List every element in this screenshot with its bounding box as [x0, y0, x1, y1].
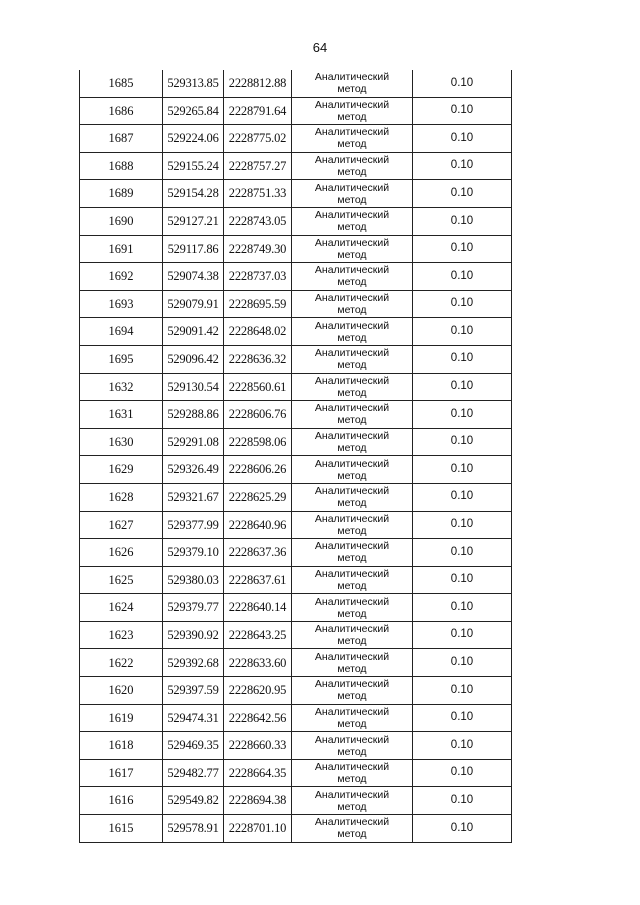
point-number-cell: 1626 [80, 539, 163, 567]
x-coordinate-cell: 529326.49 [163, 456, 224, 484]
method-cell: Аналитический метод [292, 566, 413, 594]
x-coordinate-cell: 529155.24 [163, 152, 224, 180]
y-coordinate-cell: 2228694.38 [224, 787, 292, 815]
y-coordinate-cell: 2228749.30 [224, 235, 292, 263]
table-row [80, 401, 512, 429]
method-cell: Аналитический метод [292, 759, 413, 787]
table-row [80, 539, 512, 567]
x-coordinate-cell: 529265.84 [163, 97, 224, 125]
accuracy-cell: 0.10 [413, 456, 512, 484]
table-row [80, 207, 512, 235]
x-coordinate-cell: 529313.85 [163, 70, 224, 97]
point-number-cell: 1693 [80, 290, 163, 318]
y-coordinate-cell: 2228560.61 [224, 373, 292, 401]
y-coordinate-cell: 2228620.95 [224, 677, 292, 705]
method-cell: Аналитический метод [292, 483, 413, 511]
y-coordinate-cell: 2228751.33 [224, 180, 292, 208]
point-number-cell: 1695 [80, 345, 163, 373]
table-row [80, 290, 512, 318]
method-cell: Аналитический метод [292, 677, 413, 705]
method-cell: Аналитический метод [292, 787, 413, 815]
y-coordinate-cell: 2228636.32 [224, 345, 292, 373]
accuracy-cell: 0.10 [413, 207, 512, 235]
x-coordinate-cell: 529224.06 [163, 125, 224, 153]
x-coordinate-cell: 529096.42 [163, 345, 224, 373]
y-coordinate-cell: 2228695.59 [224, 290, 292, 318]
method-cell: Аналитический метод [292, 345, 413, 373]
x-coordinate-cell: 529377.99 [163, 511, 224, 539]
y-coordinate-cell: 2228757.27 [224, 152, 292, 180]
table-row [80, 677, 512, 705]
y-coordinate-cell: 2228637.61 [224, 566, 292, 594]
method-cell: Аналитический метод [292, 704, 413, 732]
y-coordinate-cell: 2228640.14 [224, 594, 292, 622]
table-row [80, 759, 512, 787]
accuracy-cell: 0.10 [413, 345, 512, 373]
y-coordinate-cell: 2228812.88 [224, 70, 292, 97]
accuracy-cell: 0.10 [413, 70, 512, 97]
y-coordinate-cell: 2228640.96 [224, 511, 292, 539]
accuracy-cell: 0.10 [413, 539, 512, 567]
method-cell: Аналитический метод [292, 428, 413, 456]
method-cell: Аналитический метод [292, 621, 413, 649]
y-coordinate-cell: 2228743.05 [224, 207, 292, 235]
x-coordinate-cell: 529578.91 [163, 815, 224, 843]
accuracy-cell: 0.10 [413, 621, 512, 649]
x-coordinate-cell: 529392.68 [163, 649, 224, 677]
point-number-cell: 1691 [80, 235, 163, 263]
accuracy-cell: 0.10 [413, 815, 512, 843]
y-coordinate-cell: 2228660.33 [224, 732, 292, 760]
point-number-cell: 1694 [80, 318, 163, 346]
table-row [80, 704, 512, 732]
y-coordinate-cell: 2228737.03 [224, 263, 292, 291]
point-number-cell: 1692 [80, 263, 163, 291]
x-coordinate-cell: 529074.38 [163, 263, 224, 291]
table-row [80, 428, 512, 456]
method-cell: Аналитический метод [292, 815, 413, 843]
table-row [80, 70, 512, 97]
accuracy-cell: 0.10 [413, 732, 512, 760]
point-number-cell: 1622 [80, 649, 163, 677]
table-row [80, 815, 512, 843]
point-number-cell: 1689 [80, 180, 163, 208]
accuracy-cell: 0.10 [413, 566, 512, 594]
table-row [80, 566, 512, 594]
page-number: 64 [312, 40, 328, 55]
point-number-cell: 1690 [80, 207, 163, 235]
accuracy-cell: 0.10 [413, 235, 512, 263]
method-cell: Аналитический метод [292, 732, 413, 760]
table-row [80, 125, 512, 153]
method-cell: Аналитический метод [292, 511, 413, 539]
accuracy-cell: 0.10 [413, 263, 512, 291]
point-number-cell: 1625 [80, 566, 163, 594]
point-number-cell: 1631 [80, 401, 163, 429]
x-coordinate-cell: 529379.10 [163, 539, 224, 567]
accuracy-cell: 0.10 [413, 759, 512, 787]
accuracy-cell: 0.10 [413, 318, 512, 346]
point-number-cell: 1686 [80, 97, 163, 125]
x-coordinate-cell: 529390.92 [163, 621, 224, 649]
table-row [80, 180, 512, 208]
table-row [80, 97, 512, 125]
x-coordinate-cell: 529130.54 [163, 373, 224, 401]
method-cell: Аналитический метод [292, 180, 413, 208]
y-coordinate-cell: 2228625.29 [224, 483, 292, 511]
table-row [80, 621, 512, 649]
x-coordinate-cell: 529474.31 [163, 704, 224, 732]
accuracy-cell: 0.10 [413, 152, 512, 180]
method-cell: Аналитический метод [292, 70, 413, 97]
accuracy-cell: 0.10 [413, 787, 512, 815]
table-row [80, 649, 512, 677]
point-number-cell: 1688 [80, 152, 163, 180]
point-number-cell: 1628 [80, 483, 163, 511]
x-coordinate-cell: 529154.28 [163, 180, 224, 208]
x-coordinate-cell: 529397.59 [163, 677, 224, 705]
table-row [80, 373, 512, 401]
x-coordinate-cell: 529379.77 [163, 594, 224, 622]
point-number-cell: 1616 [80, 787, 163, 815]
point-number-cell: 1619 [80, 704, 163, 732]
y-coordinate-cell: 2228701.10 [224, 815, 292, 843]
point-number-cell: 1615 [80, 815, 163, 843]
method-cell: Аналитический метод [292, 649, 413, 677]
method-cell: Аналитический метод [292, 152, 413, 180]
method-cell: Аналитический метод [292, 318, 413, 346]
x-coordinate-cell: 529380.03 [163, 566, 224, 594]
coordinates-table [79, 70, 512, 843]
x-coordinate-cell: 529291.08 [163, 428, 224, 456]
method-cell: Аналитический метод [292, 235, 413, 263]
y-coordinate-cell: 2228643.25 [224, 621, 292, 649]
method-cell: Аналитический метод [292, 456, 413, 484]
coordinates-table-body [80, 70, 512, 842]
table-row [80, 511, 512, 539]
x-coordinate-cell: 529482.77 [163, 759, 224, 787]
y-coordinate-cell: 2228664.35 [224, 759, 292, 787]
x-coordinate-cell: 529469.35 [163, 732, 224, 760]
method-cell: Аналитический метод [292, 207, 413, 235]
point-number-cell: 1624 [80, 594, 163, 622]
y-coordinate-cell: 2228648.02 [224, 318, 292, 346]
accuracy-cell: 0.10 [413, 401, 512, 429]
point-number-cell: 1687 [80, 125, 163, 153]
table-row [80, 263, 512, 291]
point-number-cell: 1618 [80, 732, 163, 760]
accuracy-cell: 0.10 [413, 97, 512, 125]
table-row [80, 235, 512, 263]
accuracy-cell: 0.10 [413, 704, 512, 732]
y-coordinate-cell: 2228791.64 [224, 97, 292, 125]
accuracy-cell: 0.10 [413, 373, 512, 401]
point-number-cell: 1685 [80, 70, 163, 97]
table-row [80, 732, 512, 760]
y-coordinate-cell: 2228642.56 [224, 704, 292, 732]
method-cell: Аналитический метод [292, 401, 413, 429]
y-coordinate-cell: 2228633.60 [224, 649, 292, 677]
table-row [80, 345, 512, 373]
y-coordinate-cell: 2228598.06 [224, 428, 292, 456]
point-number-cell: 1630 [80, 428, 163, 456]
accuracy-cell: 0.10 [413, 180, 512, 208]
method-cell: Аналитический метод [292, 373, 413, 401]
method-cell: Аналитический метод [292, 594, 413, 622]
x-coordinate-cell: 529117.86 [163, 235, 224, 263]
point-number-cell: 1632 [80, 373, 163, 401]
accuracy-cell: 0.10 [413, 594, 512, 622]
table-row [80, 483, 512, 511]
accuracy-cell: 0.10 [413, 125, 512, 153]
table-row [80, 787, 512, 815]
accuracy-cell: 0.10 [413, 677, 512, 705]
x-coordinate-cell: 529549.82 [163, 787, 224, 815]
method-cell: Аналитический метод [292, 290, 413, 318]
method-cell: Аналитический метод [292, 125, 413, 153]
table-row [80, 456, 512, 484]
point-number-cell: 1627 [80, 511, 163, 539]
table-row [80, 318, 512, 346]
x-coordinate-cell: 529127.21 [163, 207, 224, 235]
accuracy-cell: 0.10 [413, 483, 512, 511]
y-coordinate-cell: 2228606.26 [224, 456, 292, 484]
y-coordinate-cell: 2228637.36 [224, 539, 292, 567]
method-cell: Аналитический метод [292, 539, 413, 567]
x-coordinate-cell: 529091.42 [163, 318, 224, 346]
accuracy-cell: 0.10 [413, 290, 512, 318]
accuracy-cell: 0.10 [413, 428, 512, 456]
point-number-cell: 1623 [80, 621, 163, 649]
table-row [80, 152, 512, 180]
method-cell: Аналитический метод [292, 97, 413, 125]
x-coordinate-cell: 529079.91 [163, 290, 224, 318]
point-number-cell: 1620 [80, 677, 163, 705]
point-number-cell: 1629 [80, 456, 163, 484]
y-coordinate-cell: 2228775.02 [224, 125, 292, 153]
x-coordinate-cell: 529321.67 [163, 483, 224, 511]
point-number-cell: 1617 [80, 759, 163, 787]
table-row [80, 594, 512, 622]
x-coordinate-cell: 529288.86 [163, 401, 224, 429]
accuracy-cell: 0.10 [413, 511, 512, 539]
accuracy-cell: 0.10 [413, 649, 512, 677]
method-cell: Аналитический метод [292, 263, 413, 291]
y-coordinate-cell: 2228606.76 [224, 401, 292, 429]
